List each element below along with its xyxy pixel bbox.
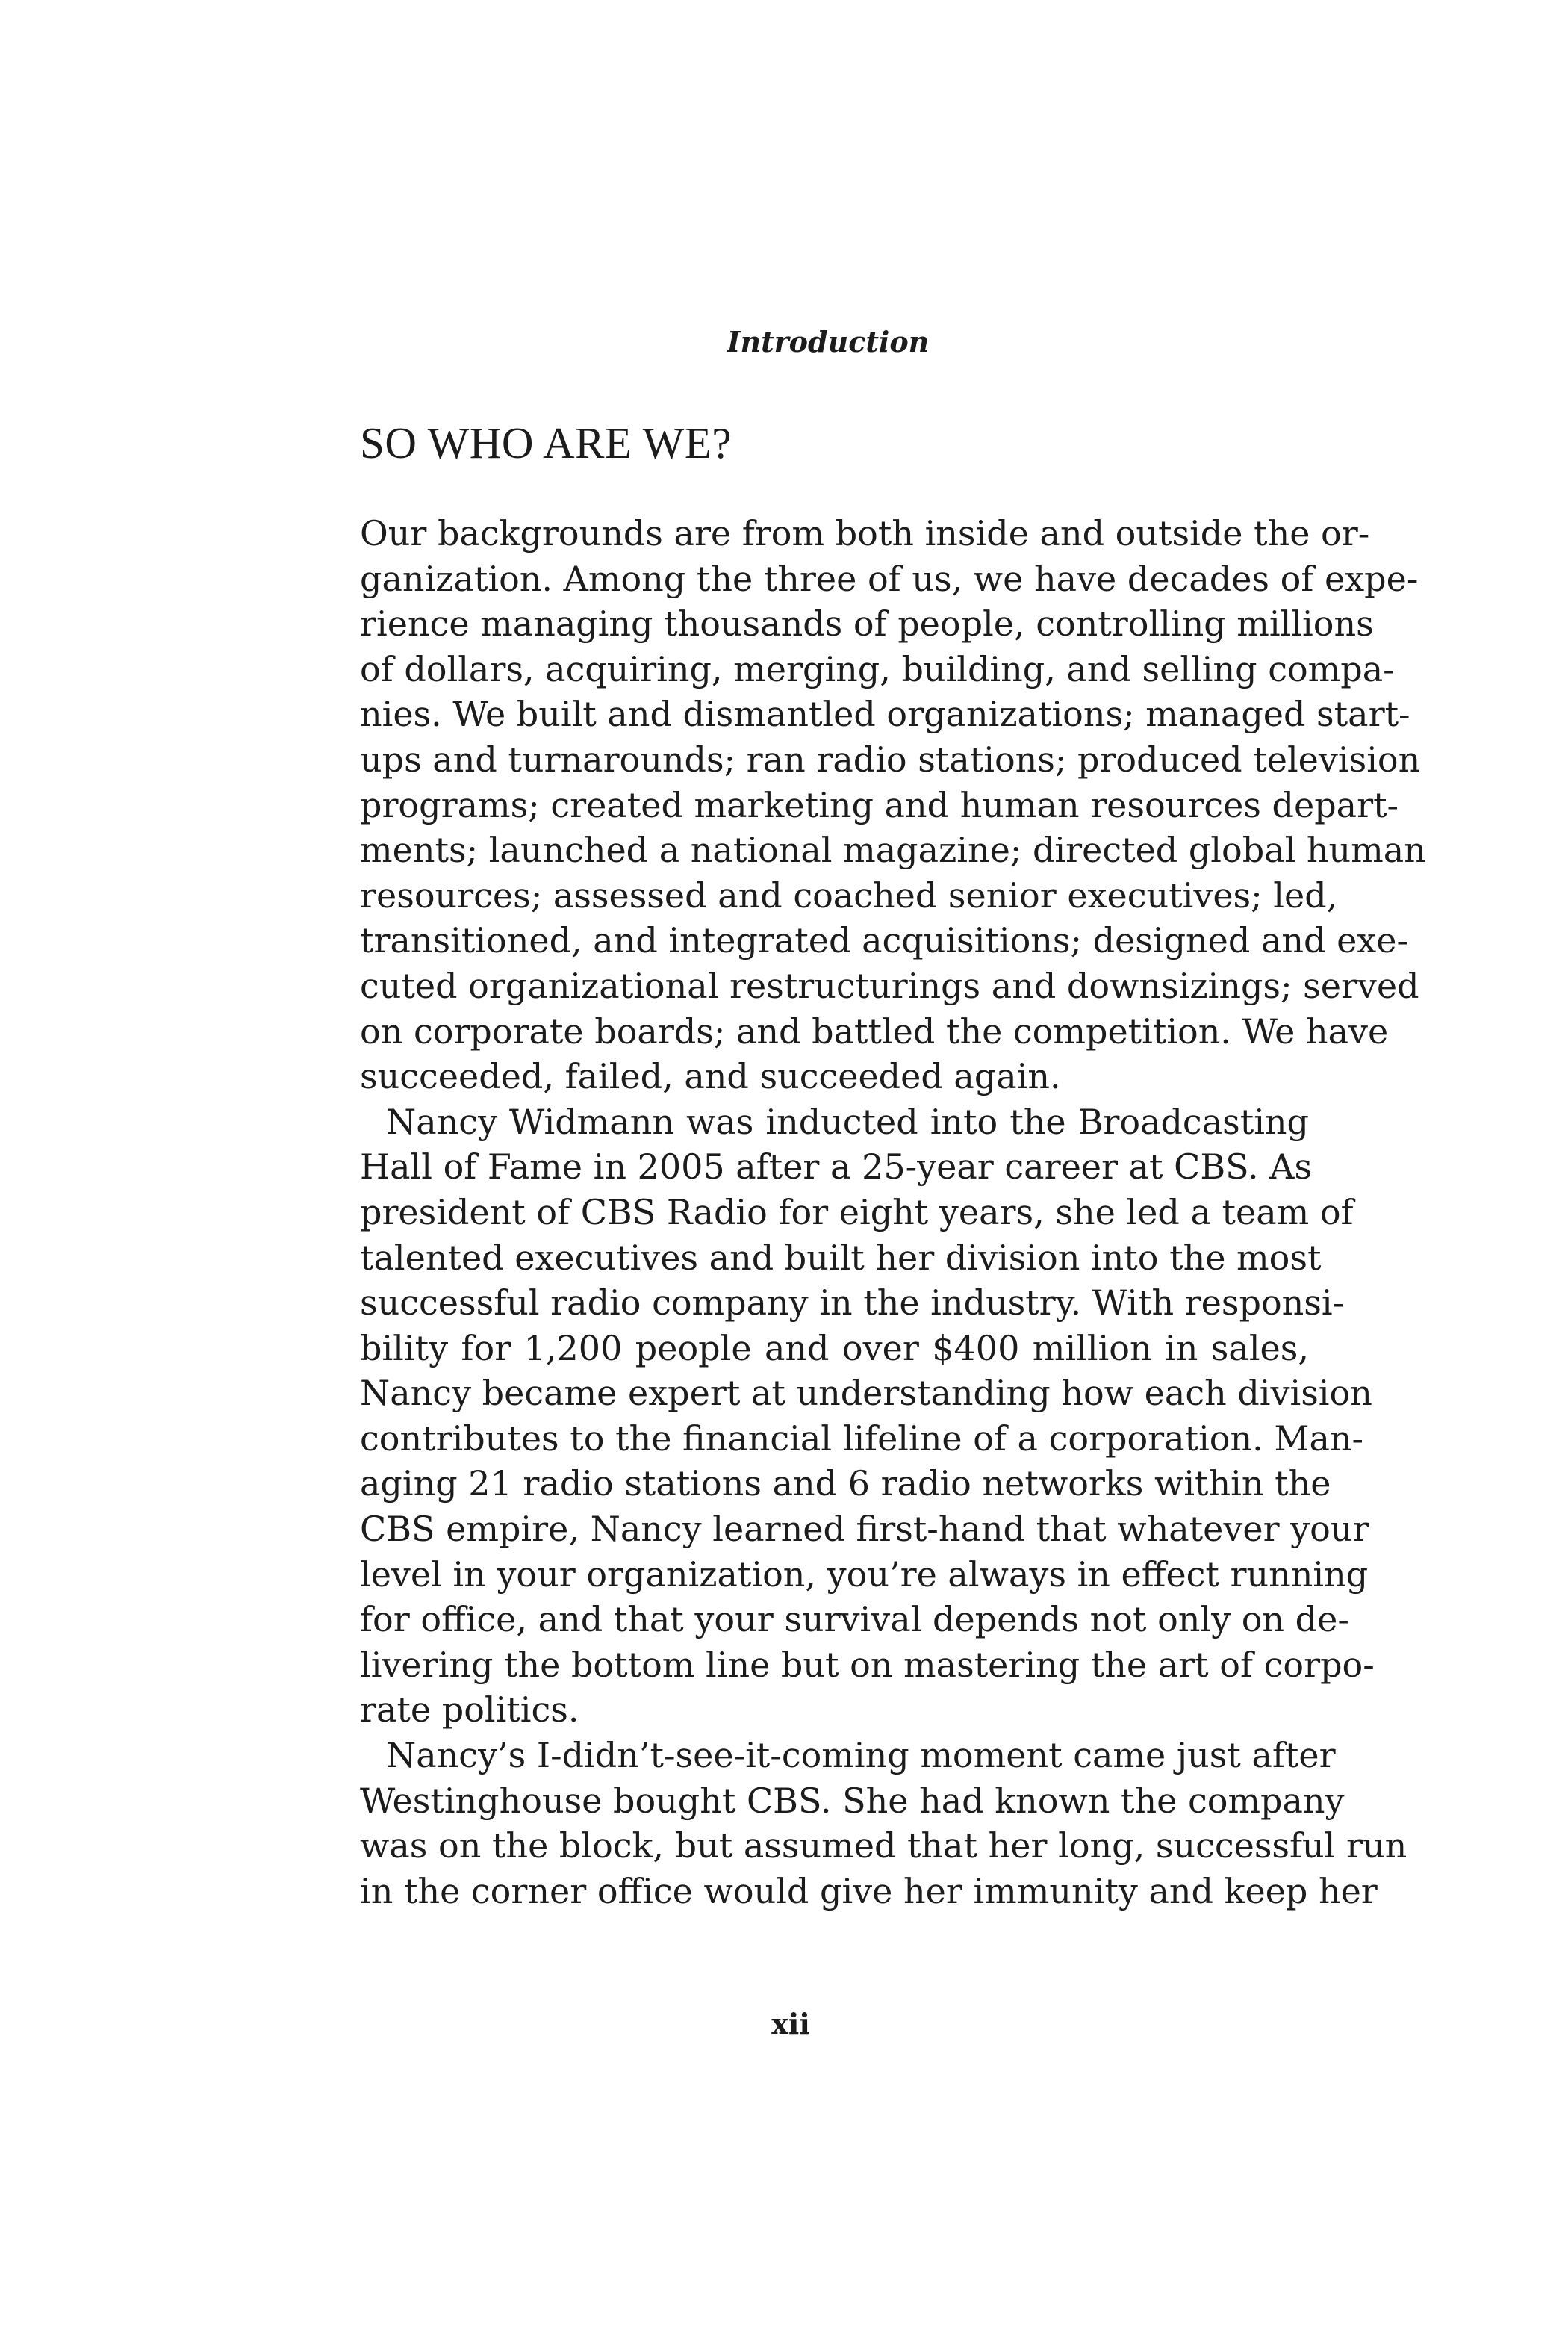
body-text	[360, 511, 1426, 1914]
text-line: on corporate boards; and battled the competition. We have	[360, 1011, 1389, 1052]
text-line: transitioned, and integrated acquisitions; designed and exe-	[360, 920, 1409, 961]
text-line: Hall of Fame in 2005 after a 25-year career at CBS. As	[360, 1146, 1313, 1188]
text-line: CBS empire, Nancy learned first-hand that whatever your	[360, 1509, 1369, 1550]
text-line: ments; launched a national magazine; directed global human	[360, 830, 1426, 871]
text-line: bility for 1,200 people and over $400 million in sales,	[360, 1327, 1309, 1368]
text-line: successful radio company in the industry. With responsi-	[360, 1282, 1345, 1323]
text-line: for office, and that your survival depends not only on de-	[360, 1599, 1349, 1640]
section-heading: SO WHO ARE WE?	[360, 418, 732, 468]
text-line: nies. We built and dismantled organizations; managed start-	[360, 694, 1410, 735]
text-line: Nancy became expert at understanding how each division	[360, 1373, 1372, 1414]
text-line: rience managing thousands of people, controlling millions	[360, 603, 1374, 645]
text-line: rate politics.	[360, 1689, 579, 1731]
text-line: Nancy Widmann was inducted into the Broadcasting	[386, 1101, 1309, 1142]
text-line: resources; assessed and coached senior executives; led,	[360, 875, 1338, 916]
text-line: was on the block, but assumed that her long, successful run	[360, 1825, 1407, 1866]
page-number: xii	[771, 2007, 810, 2040]
text-line: ganization. Among the three of us, we have decades of expe-	[360, 558, 1419, 599]
text-line: level in your organization, you’re always in effect running	[360, 1554, 1369, 1595]
text-line: Westinghouse bought CBS. She had known the company	[360, 1780, 1345, 1821]
running-head: Introduction	[727, 325, 930, 359]
text-line: aging 21 radio stations and 6 radio networks within the	[360, 1463, 1331, 1504]
text-line: ups and turnarounds; ran radio stations; produced television	[360, 739, 1421, 780]
text-line: succeeded, failed, and succeeded again.	[360, 1056, 1061, 1097]
text-line: livering the bottom line but on mastering the art of corpo-	[360, 1644, 1375, 1685]
text-line: Our backgrounds are from both inside and outside the or-	[360, 513, 1370, 553]
text-line: programs; created marketing and human resources depart-	[360, 784, 1399, 825]
text-line: contributes to the financial lifeline of a corporation. Man-	[360, 1418, 1364, 1459]
text-line: cuted organizational restructurings and downsizings; served	[360, 965, 1419, 1006]
text-line: talented executives and built her division into the most	[360, 1237, 1322, 1278]
text-line: in the corner office would give her immunity and keep her	[360, 1870, 1378, 1911]
text-line: of dollars, acquiring, merging, building, and selling compa-	[360, 648, 1395, 689]
text-line: Nancy’s I-didn’t-see-it-coming moment came just after	[386, 1735, 1336, 1776]
text-line: president of CBS Radio for eight years, she led a team of	[360, 1191, 1354, 1232]
